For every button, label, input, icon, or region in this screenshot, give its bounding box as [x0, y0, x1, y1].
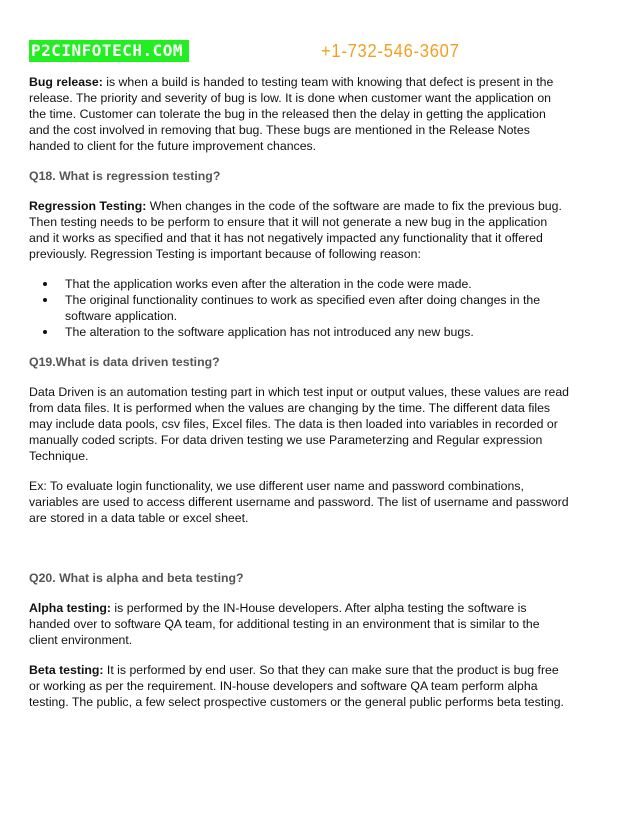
data-driven-example-paragraph: Ex: To evaluate login functionality, we use different user name and password combinations, variables are used to access different username and password. The list of username and password are stored in a data table or excel sheet.: [29, 479, 569, 525]
site-brand: P2CINFOTECH.COM: [29, 40, 189, 62]
bullet-icon: [43, 282, 47, 286]
bug-release-text: is when a build is handed to testing team with knowing that defect is present in the release. The priority and severity of bug is low. It is done when customer want the application on the time. Customer can tolerate the bug in the released then the delay in getting the application and the cost involved in removing that bug. These bugs are mentioned in the Release Notes handed to client for the future improvement chances.: [29, 75, 554, 153]
bullet-icon: [43, 298, 47, 302]
q20-question: Q20. What is alpha and beta testing?: [29, 571, 244, 585]
list-item-text: The alteration to the software application has not introduced any new bugs.: [65, 325, 474, 339]
list-item: [29, 276, 569, 292]
bug-release-paragraph: [29, 74, 569, 154]
regression-reasons-list: [29, 276, 569, 340]
document-body: [29, 74, 569, 724]
regression-paragraph: [29, 198, 569, 262]
bug-release-term: Bug release:: [29, 75, 103, 89]
regression-text: When changes in the code of the software are made to fix the previous bug. Then testing needs to be perform to ensure that it will not generate a new bug in the application and it works as specified and that it has not negatively impacted any functionality that it offered previously. Regression Testing is important because of following reason:: [29, 199, 562, 261]
phone-number: +1-732-546-3607: [321, 41, 460, 61]
list-item-text: That the application works even after the alteration in the code were made.: [65, 277, 472, 291]
section-spacer: [29, 540, 569, 570]
beta-paragraph: [29, 662, 569, 710]
list-item-text: The original functionality continues to work as specified even after doing changes in the software application.: [65, 293, 541, 323]
q18-question: Q18. What is regression testing?: [29, 169, 221, 183]
alpha-text: is performed by the IN-House developers. After alpha testing the software is handed over to software QA team, for additional testing in an environment that is similar to the client environment.: [29, 601, 540, 647]
q19-question: Q19.What is data driven testing?: [29, 355, 220, 369]
data-driven-paragraph: Data Driven is an automation testing part in which test input or output values, these values are read from data files. It is performed when the values are changing by the time. The different data files may include data pools, csv files, Excel files. The data is then loaded into variables in recorded or manually coded scripts. For data driven testing we use Parameterzing and Regular expression Technique.: [29, 385, 570, 463]
list-item: [29, 324, 569, 340]
bullet-icon: [43, 330, 47, 334]
alpha-term: Alpha testing:: [29, 601, 111, 615]
regression-term: Regression Testing:: [29, 199, 147, 213]
beta-text: It is performed by end user. So that they can make sure that the product is bug free or working as per the requirement. IN-house developers and software QA team perform alpha testing. The public, a few select prospective customers or the general public performs beta testing.: [29, 663, 564, 709]
page-header: [29, 40, 609, 62]
list-item: [29, 292, 569, 324]
beta-term: Beta testing:: [29, 663, 104, 677]
alpha-paragraph: [29, 600, 569, 648]
